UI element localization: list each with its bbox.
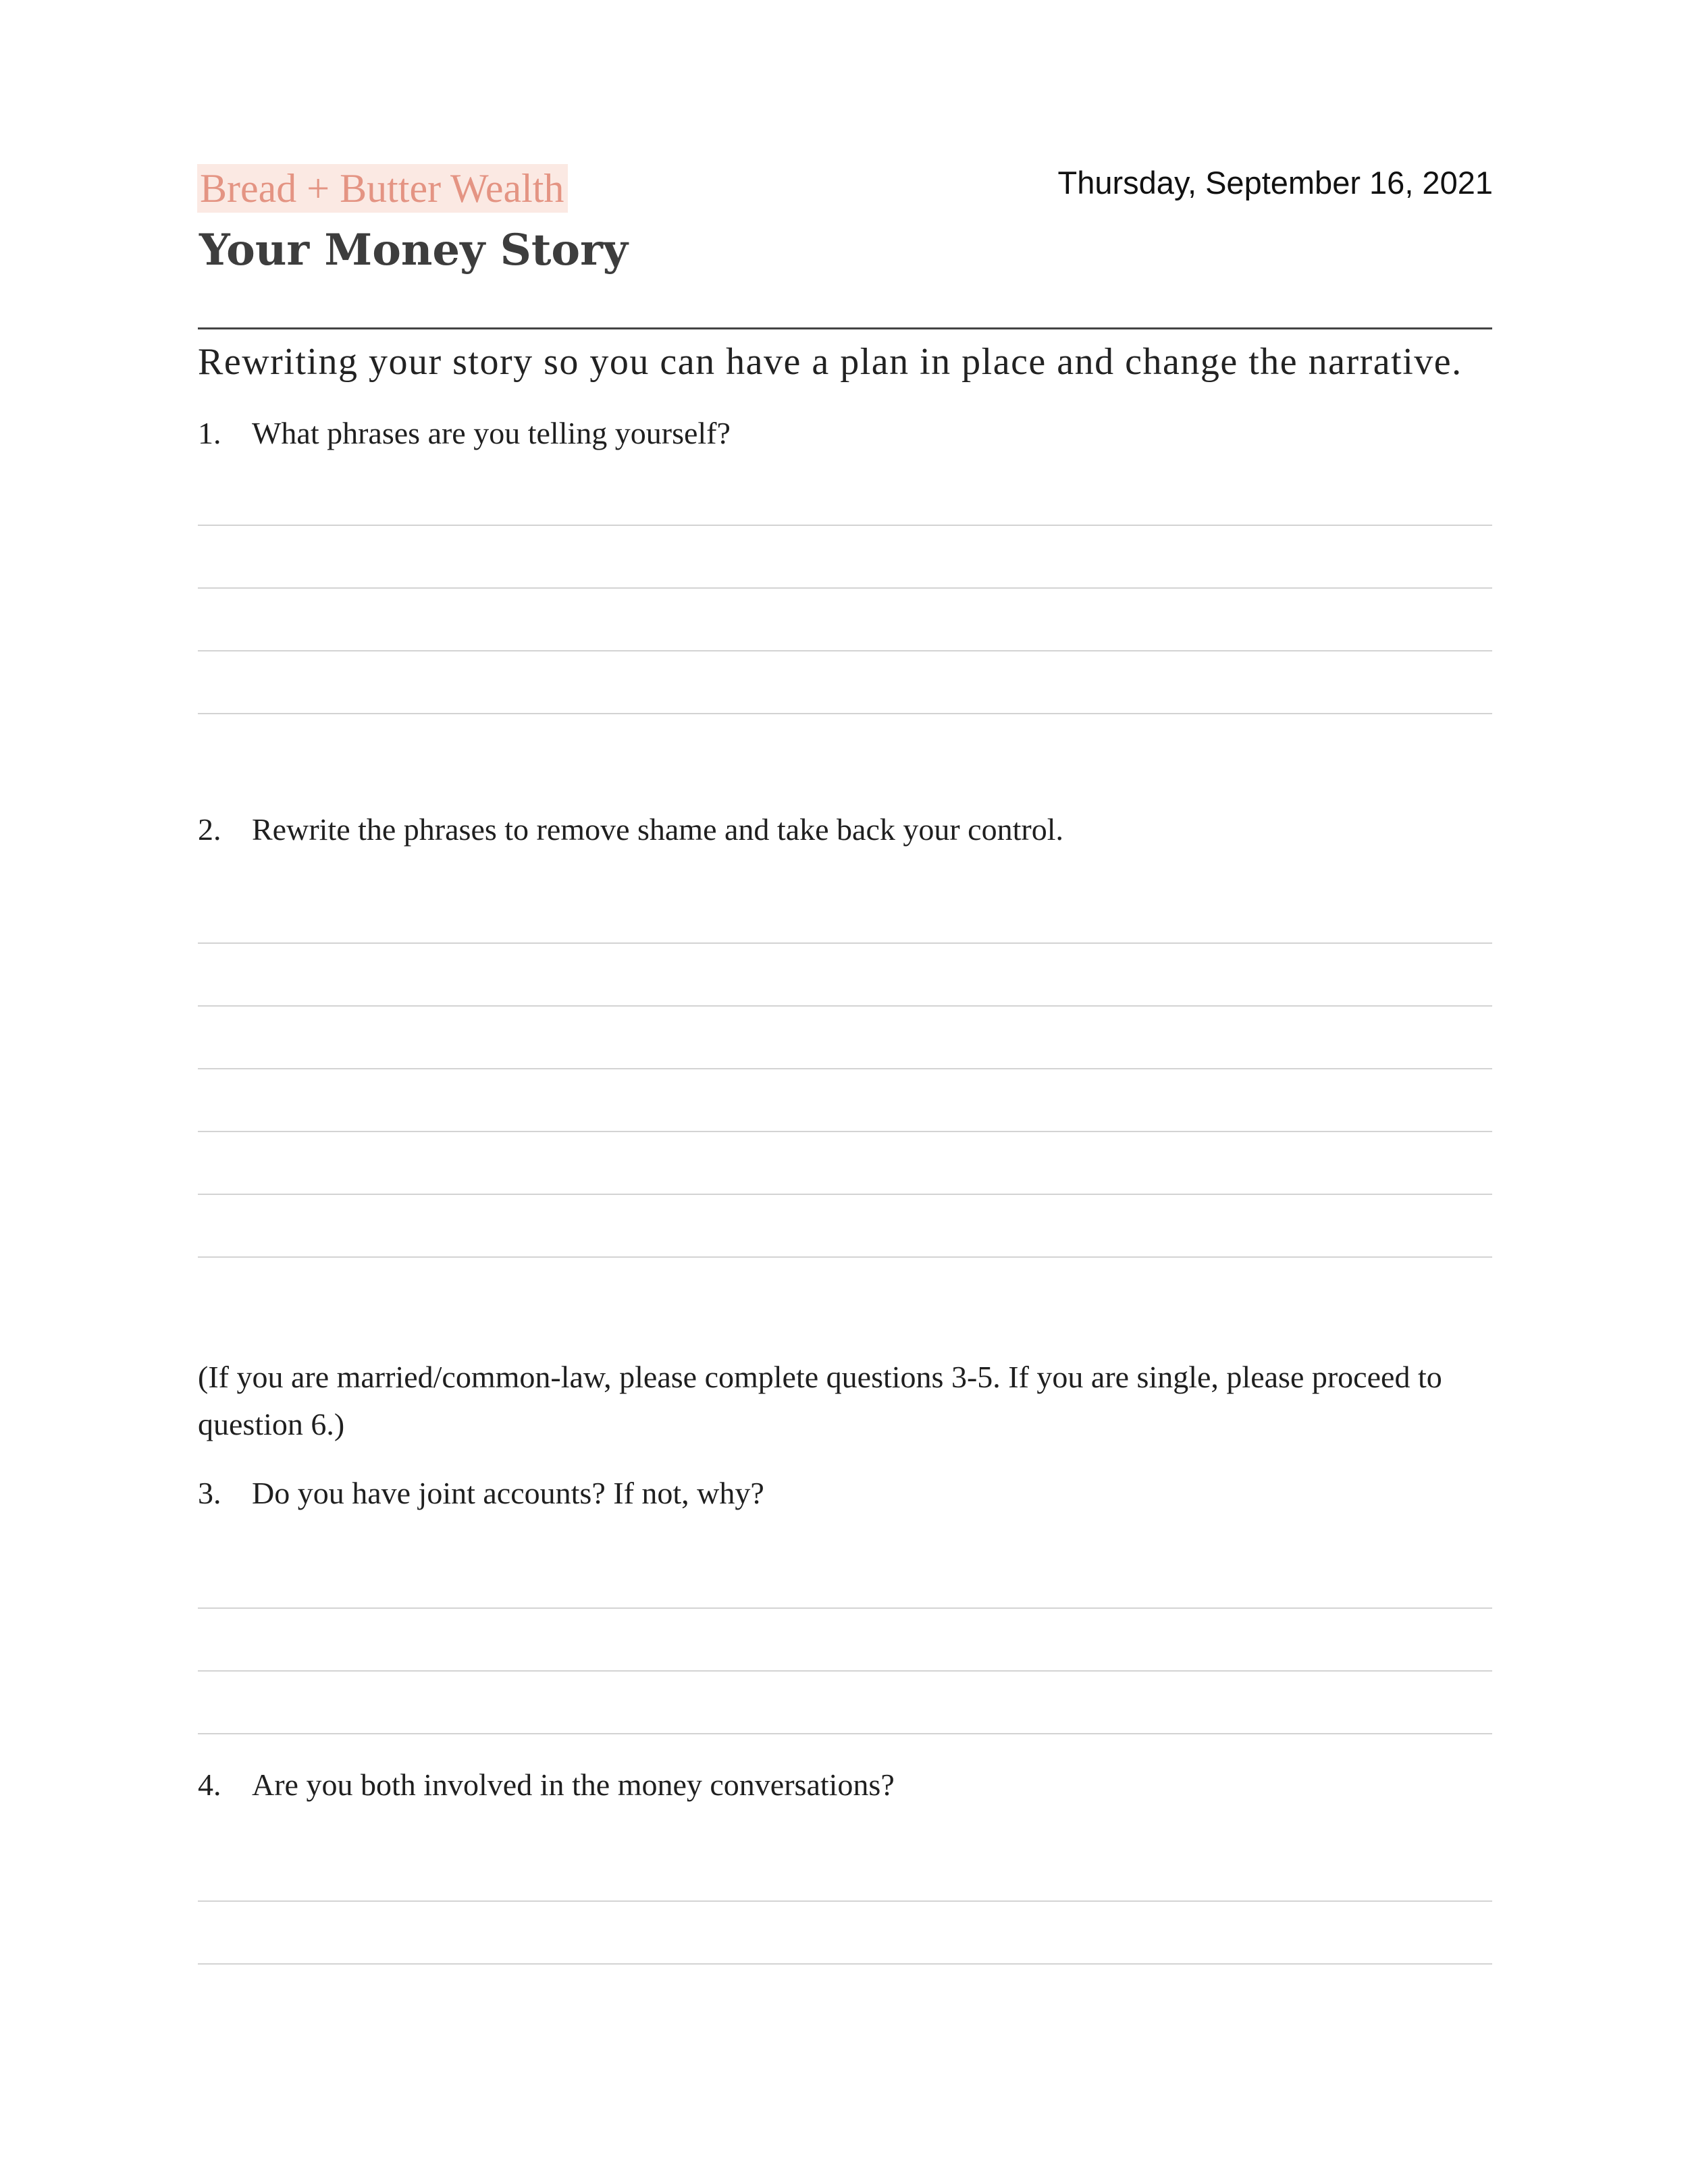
question-3: [198, 1472, 764, 1515]
answer-line[interactable]: [198, 525, 1492, 526]
answer-line[interactable]: [198, 587, 1492, 589]
answer-line[interactable]: [198, 650, 1492, 651]
answer-line[interactable]: [198, 713, 1492, 714]
answer-line[interactable]: [198, 1256, 1492, 1258]
question-number: 1.: [198, 416, 221, 450]
answer-line[interactable]: [198, 1733, 1492, 1734]
question-text: Rewrite the phrases to remove shame and take back your control.: [252, 812, 1063, 847]
question-text: Do you have joint accounts? If not, why?: [252, 1476, 764, 1510]
page-subtitle: Rewriting your story so you can have a plan in place and change the narrative.: [198, 341, 1462, 383]
answer-line[interactable]: [198, 1900, 1492, 1902]
question-number: 3.: [198, 1476, 221, 1510]
question-2: [198, 808, 1063, 851]
answer-line[interactable]: [198, 1131, 1492, 1132]
document-date: Thursday, September 16, 2021: [1057, 165, 1493, 201]
page-title: Your Money Story: [199, 225, 628, 275]
question-text: Are you both involved in the money conversations?: [252, 1767, 895, 1802]
answer-line[interactable]: [198, 942, 1492, 944]
question-number: 2.: [198, 812, 221, 847]
question-1: [198, 412, 731, 455]
brand-name: Bread + Butter Wealth: [197, 164, 568, 213]
question-4: [198, 1763, 895, 1807]
answer-line[interactable]: [198, 1068, 1492, 1069]
instruction-note: (If you are married/common-law, please complete questions 3-5. If you are single, please proceed to question 6.): [198, 1360, 1442, 1441]
answer-line[interactable]: [198, 1005, 1492, 1007]
answer-line[interactable]: [198, 1607, 1492, 1609]
answer-line[interactable]: [198, 1963, 1492, 1965]
answer-line[interactable]: [198, 1670, 1492, 1672]
title-divider: [198, 327, 1492, 329]
question-number: 4.: [198, 1767, 221, 1802]
question-text: What phrases are you telling yourself?: [252, 416, 731, 450]
answer-line[interactable]: [198, 1194, 1492, 1195]
